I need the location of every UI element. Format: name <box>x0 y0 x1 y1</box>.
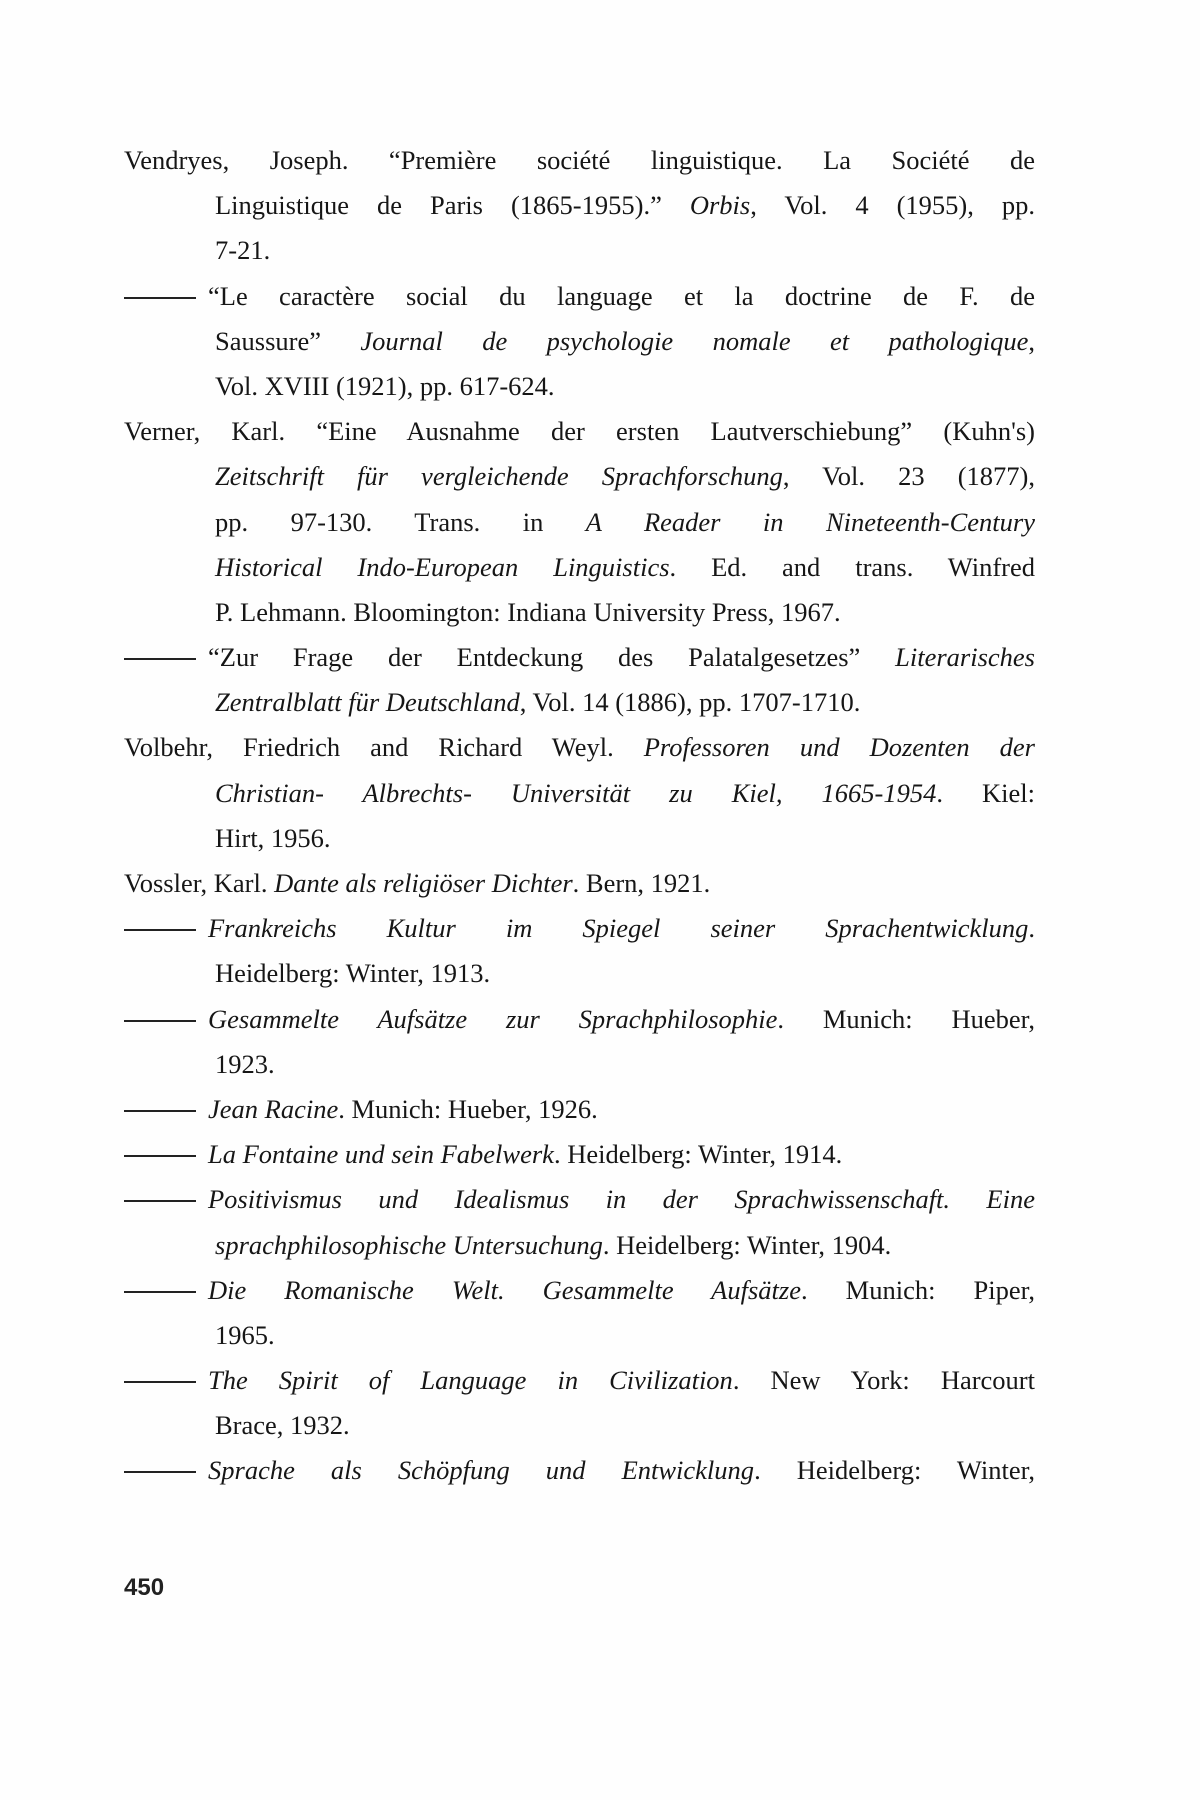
citation-text: Vol. XVIII (1921), pp. 617-624. <box>215 370 555 401</box>
entry-line <box>124 1087 1035 1132</box>
bibliography-entry <box>124 1358 1035 1448</box>
citation-text: . Ed. and trans. Winfred <box>669 551 1035 582</box>
bibliography-entry <box>124 997 1035 1087</box>
bibliography-list <box>124 138 1035 1494</box>
entry-line <box>124 1313 1035 1358</box>
entry-line <box>124 1268 1035 1313</box>
same-author-dash <box>124 658 196 660</box>
entry-line <box>124 590 1035 635</box>
citation-text: . Bern, 1921. <box>572 868 711 898</box>
entry-line <box>124 1177 1035 1222</box>
entry-line <box>124 861 1035 906</box>
citation-text: . <box>1028 913 1035 944</box>
italic-title-text: Positivismus und Idealismus in der Sprachwissenschaft. Eine <box>208 1184 1035 1215</box>
bibliography-entry <box>124 274 1035 410</box>
entry-line <box>124 951 1035 996</box>
citation-text: “Zur Frage der Entdeckung des Palatalgesetzes” <box>208 642 896 673</box>
entry-line <box>124 1042 1035 1087</box>
italic-title-text: A Reader in Nineteenth-Century <box>585 506 1035 537</box>
bibliography-entry <box>124 725 1035 861</box>
entry-line <box>124 138 1035 183</box>
entry-line <box>124 1223 1035 1268</box>
citation-text: Hirt, 1956. <box>215 822 331 853</box>
citation-text: , <box>1028 325 1035 356</box>
citation-text: Verner, Karl. “Eine Ausnahme der ersten Lautverschiebung” (Kuhn's) <box>124 416 1035 447</box>
bibliography-entry <box>124 1132 1035 1177</box>
same-author-dash <box>124 1020 196 1022</box>
bibliography-entry <box>124 409 1035 635</box>
citation-text: Linguistique de Paris (1865-1955).” <box>215 190 690 221</box>
citation-text: . Munich: Hueber, <box>777 1003 1036 1034</box>
entry-line <box>124 997 1035 1042</box>
entry-line <box>124 1448 1035 1493</box>
italic-title-text: Christian- Albrechts- Universität zu Kiel, 1665-1954 <box>215 777 937 808</box>
italic-title-text: Jean Racine <box>208 1093 339 1124</box>
citation-text: . Kiel: <box>936 777 1035 808</box>
entry-line <box>124 228 1035 273</box>
entry-line <box>124 454 1035 499</box>
bibliography-entry <box>124 1268 1035 1358</box>
bibliography-entry <box>124 1087 1035 1132</box>
italic-title-text: Professoren und Dozenten der <box>643 732 1035 763</box>
entry-line <box>124 183 1035 228</box>
bibliography-entry <box>124 906 1035 996</box>
citation-text: Volbehr, Friedrich and Richard Weyl. <box>124 732 644 763</box>
entry-line <box>124 1132 1035 1177</box>
same-author-dash <box>124 1291 196 1293</box>
citation-text: , Vol. 14 (1886), pp. 1707-1710. <box>519 687 861 718</box>
italic-title-text: Sprache als Schöpfung und Entwicklung <box>208 1455 755 1486</box>
page-number: 450 <box>124 1574 165 1601</box>
italic-title-text: Dante als religiöser Dichter <box>274 868 573 898</box>
citation-text: , Vol. 4 (1955), pp. <box>750 190 1035 221</box>
italic-title-text: Frankreichs Kultur im Spiegel seiner Sprachentwicklung <box>208 913 1029 944</box>
entry-line <box>124 680 1035 725</box>
citation-text: . New York: Harcourt <box>732 1365 1035 1396</box>
citation-text: P. Lehmann. Bloomington: Indiana University Press, 1967. <box>215 596 841 627</box>
citation-text: Vossler, Karl. <box>124 868 275 898</box>
citation-text: Brace, 1932. <box>215 1410 350 1441</box>
citation-text: 7-21. <box>215 235 271 266</box>
italic-title-text: Literarisches <box>895 642 1035 673</box>
entry-line <box>124 500 1035 545</box>
citation-text: . Munich: Hueber, 1926. <box>338 1093 598 1124</box>
citation-text: . Heidelberg: Winter, 1914. <box>553 1139 843 1170</box>
italic-title-text: Zeitschrift für vergleichende Sprachforschung <box>215 461 783 492</box>
same-author-dash <box>124 1155 196 1157</box>
bibliography-entry <box>124 138 1035 274</box>
entry-line <box>124 816 1035 861</box>
citation-text: . Heidelberg: Winter, 1904. <box>602 1229 892 1260</box>
entry-line <box>124 409 1035 454</box>
same-author-dash <box>124 297 196 299</box>
entry-line <box>124 364 1035 409</box>
entry-line <box>124 545 1035 590</box>
citation-text: Heidelberg: Winter, 1913. <box>215 958 491 989</box>
italic-title-text: sprachphilosophische Untersuchung <box>215 1229 603 1260</box>
italic-title-text: Zentralblatt für Deutschland <box>215 687 520 718</box>
same-author-dash <box>124 1381 196 1383</box>
citation-text: Saussure” <box>215 325 361 356</box>
citation-text: pp. 97-130. Trans. in <box>215 506 586 537</box>
entry-line <box>124 274 1035 319</box>
citation-text: . Munich: Piper, <box>800 1274 1035 1305</box>
italic-title-text: La Fontaine und sein Fabelwerk <box>208 1139 554 1170</box>
same-author-dash <box>124 1200 196 1202</box>
italic-title-text: Orbis <box>689 190 751 221</box>
citation-text: Vendryes, Joseph. “Première société linguistique. La Société de <box>124 145 1035 175</box>
entry-line <box>124 725 1035 770</box>
italic-title-text: Gesammelte Aufsätze zur Sprachphilosophie <box>208 1003 778 1034</box>
entry-line <box>124 319 1035 364</box>
bibliography-entry <box>124 1448 1035 1493</box>
bibliography-entry <box>124 1177 1035 1267</box>
same-author-dash <box>124 1471 196 1473</box>
italic-title-text: Die Romanische Welt. Gesammelte Aufsätze <box>208 1274 801 1305</box>
bibliography-entry <box>124 635 1035 725</box>
citation-text: 1923. <box>215 1048 275 1079</box>
citation-text: . Heidelberg: Winter, <box>754 1455 1035 1486</box>
italic-title-text: Historical Indo-European Linguistics <box>215 551 670 582</box>
entry-line <box>124 1358 1035 1403</box>
citation-text: “Le caractère social du language et la doctrine de F. de <box>208 280 1035 311</box>
bibliography-entry <box>124 861 1035 906</box>
italic-title-text: Journal de psychologie nomale et pathologique <box>360 325 1029 356</box>
entry-line <box>124 635 1035 680</box>
citation-text: 1965. <box>215 1319 275 1350</box>
entry-line <box>124 771 1035 816</box>
same-author-dash <box>124 1110 196 1112</box>
entry-line <box>124 1403 1035 1448</box>
entry-line <box>124 906 1035 951</box>
same-author-dash <box>124 929 196 931</box>
italic-title-text: The Spirit of Language in Civilization <box>208 1365 733 1396</box>
citation-text: , Vol. 23 (1877), <box>782 461 1035 492</box>
